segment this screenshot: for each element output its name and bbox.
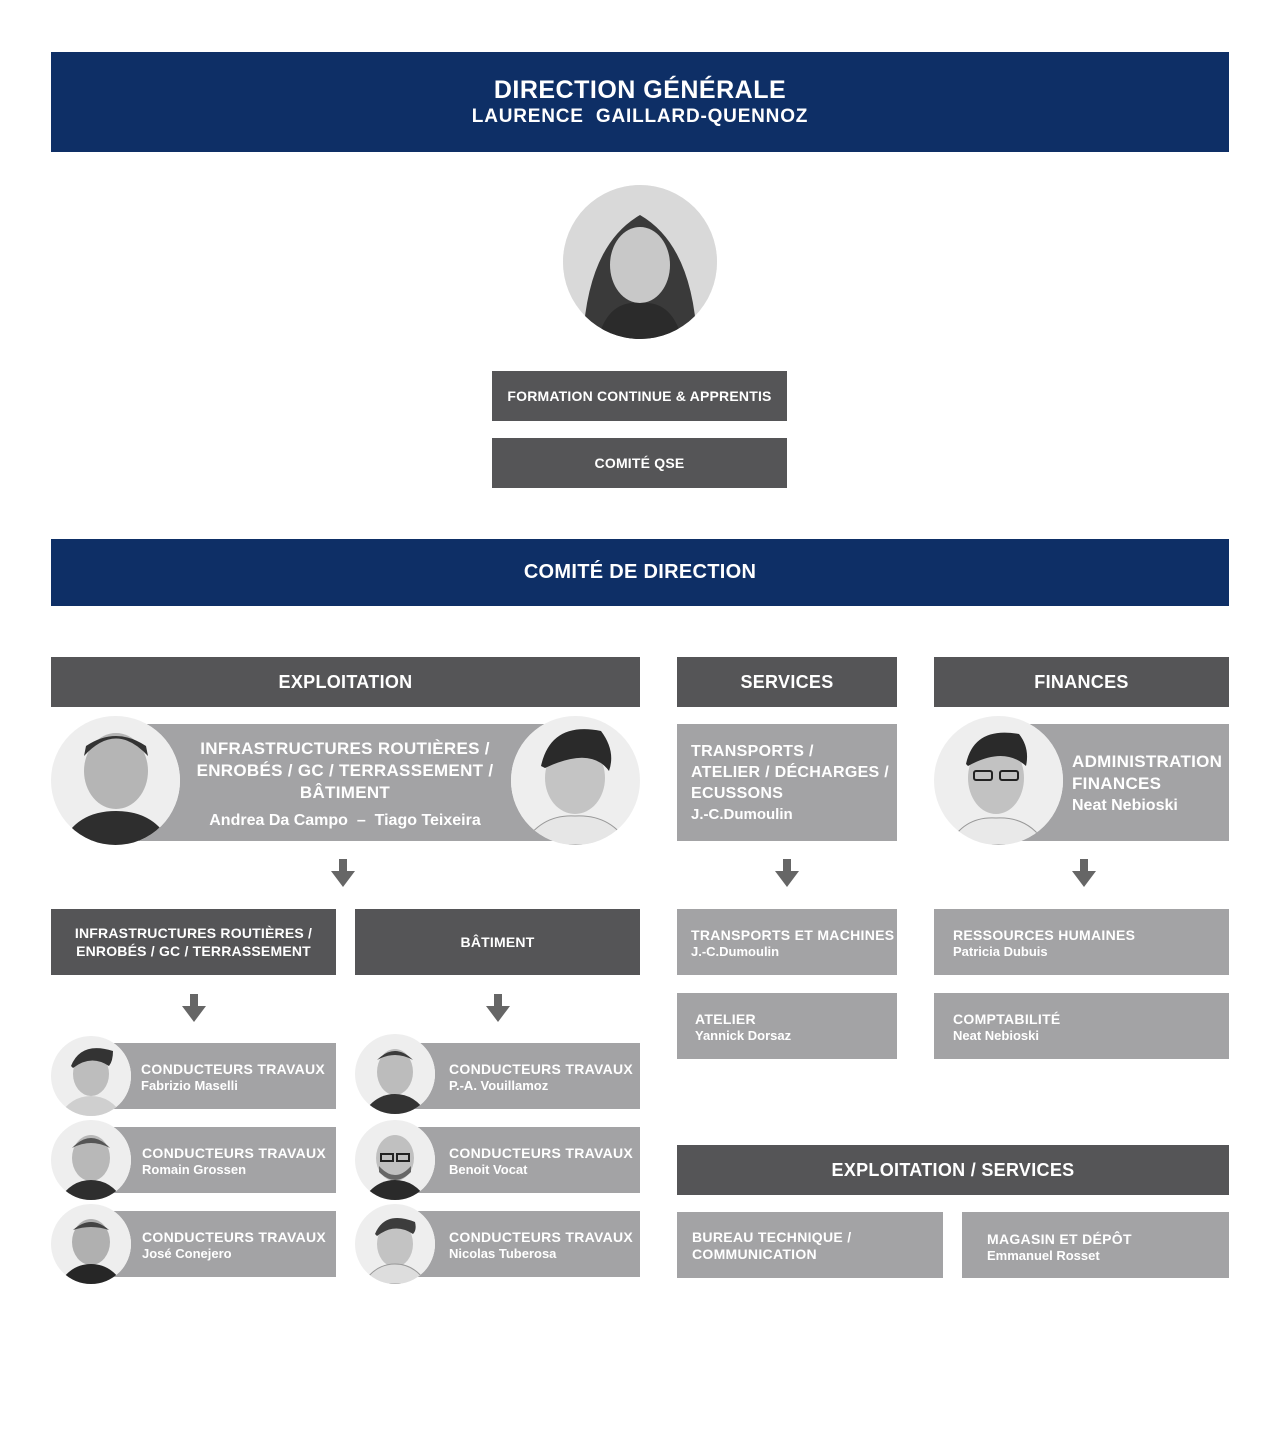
- exploitation-lead-text: [180, 736, 510, 836]
- bureau-technique-line1: BUREAU TECHNIQUE /: [692, 1229, 852, 1245]
- conducteur-benoit-text: [449, 1145, 633, 1178]
- avatar-andrea-da-campo: [51, 716, 180, 845]
- comite-direction-banner: [51, 539, 1229, 606]
- bureau-technique-line2: COMMUNICATION: [692, 1246, 817, 1262]
- finances-header-label: FINANCES: [1034, 671, 1129, 692]
- avatar-pa-vouillamoz: [355, 1034, 435, 1114]
- magasin-depot-name: Emmanuel Rosset: [987, 1248, 1100, 1263]
- exploitation-header: [51, 657, 640, 707]
- conducteur-title: CONDUCTEURS TRAVAUX: [449, 1061, 634, 1077]
- conducteur-name: Fabrizio Maselli: [141, 1078, 238, 1093]
- conducteur-nicolas-text: [449, 1229, 633, 1262]
- conducteur-title: CONDUCTEURS TRAVAUX: [142, 1229, 327, 1245]
- conducteur-pa-text: [449, 1061, 633, 1094]
- conducteur-title: CONDUCTEURS TRAVAUX: [449, 1229, 634, 1245]
- avatar-fabrizio-maselli: [51, 1036, 131, 1116]
- sub-infra-line1: INFRASTRUCTURES ROUTIÈRES /: [74, 925, 313, 941]
- sub-infra-line2: ENROBÉS / GC / TERRASSEMENT: [76, 943, 311, 959]
- finances-unit-comptabilite-name: Neat Nebioski: [953, 1028, 1039, 1043]
- exploitation-lead-names: Andrea Da Campo – Tiago Teixeira: [209, 812, 481, 829]
- arrow-down-icon: [486, 994, 510, 1022]
- conducteur-name: P.-A. Vouillamoz: [449, 1078, 549, 1093]
- avatar-tiago-teixeira: [511, 716, 640, 845]
- conducteur-name: Romain Grossen: [142, 1162, 247, 1177]
- exploitation-lead-line2: ENROBÉS / GC / TERRASSEMENT /: [196, 761, 494, 780]
- conducteur-title: CONDUCTEURS TRAVAUX: [141, 1061, 326, 1077]
- comite-direction-title: COMITÉ DE DIRECTION: [523, 561, 757, 583]
- conducteur-title: CONDUCTEURS TRAVAUX: [449, 1145, 634, 1161]
- finances-unit-rh-text: [953, 927, 1135, 960]
- conducteur-name: José Conejero: [142, 1246, 232, 1261]
- arrow-down-icon: [775, 859, 799, 887]
- exploitation-lead-line3: BÂTIMENT: [299, 783, 391, 802]
- finances-header: [934, 657, 1229, 707]
- conducteur-title: CONDUCTEURS TRAVAUX: [142, 1145, 327, 1161]
- exploitation-services-header-label: EXPLOITATION / SERVICES: [831, 1159, 1075, 1180]
- conducteur-fabrizio-text: [141, 1061, 325, 1094]
- conducteur-jose-text: [142, 1229, 326, 1262]
- avatar-romain-grossen: [51, 1120, 131, 1200]
- arrow-down-icon: [182, 994, 206, 1022]
- services-unit-transports-text: [691, 927, 894, 960]
- conducteur-name: Nicolas Tuberosa: [449, 1246, 557, 1261]
- finances-unit-rh-name: Patricia Dubuis: [953, 944, 1048, 959]
- avatar-neat-nebioski: [934, 716, 1063, 845]
- unit-magasin-depot-text: [987, 1231, 1132, 1264]
- exploitation-header-label: EXPLOITATION: [278, 671, 413, 692]
- formation-continue-box: [492, 371, 787, 421]
- services-lead-name: J.-C.Dumoulin: [691, 806, 793, 823]
- finances-lead-text: [1072, 751, 1228, 816]
- ceo-portrait: [563, 185, 717, 339]
- direction-generale-name: LAURENCE GAILLARD-QUENNOZ: [471, 106, 809, 127]
- services-lead-line2: ATELIER / DÉCHARGES /: [691, 764, 890, 781]
- exploitation-services-header: [677, 1145, 1229, 1195]
- arrow-down-icon: [331, 859, 355, 887]
- avatar-benoit-vocat: [355, 1120, 435, 1200]
- exploitation-sub-batiment: [355, 909, 640, 975]
- conducteur-romain-text: [142, 1145, 326, 1178]
- conducteur-name: Benoit Vocat: [449, 1162, 528, 1177]
- services-unit-atelier-name: Yannick Dorsaz: [695, 1028, 792, 1043]
- direction-generale-banner: [51, 52, 1229, 152]
- services-lead-text: [691, 741, 896, 825]
- avatar-nicolas-tuberosa: [355, 1204, 435, 1284]
- finances-lead-line1: ADMINISTRATION: [1072, 752, 1223, 771]
- formation-continue-label: FORMATION CONTINUE & APPRENTIS: [507, 388, 772, 404]
- exploitation-sub-infrastructures: [51, 909, 336, 975]
- arrow-down-icon: [1072, 859, 1096, 887]
- finances-unit-comptabilite-text: [953, 1011, 1061, 1044]
- comite-qse-box: [492, 438, 787, 488]
- services-lead-line3: ECUSSONS: [691, 785, 784, 802]
- magasin-depot-title: MAGASIN ET DÉPÔT: [987, 1231, 1132, 1247]
- sub-batiment-label: BÂTIMENT: [460, 934, 535, 950]
- services-unit-atelier-text: [695, 1011, 791, 1044]
- exploitation-lead-line1: INFRASTRUCTURES ROUTIÈRES /: [200, 739, 490, 758]
- direction-generale-title: DIRECTION GÉNÉRALE: [493, 76, 787, 104]
- services-lead-line1: TRANSPORTS /: [691, 743, 814, 760]
- finances-lead-name: Neat Nebioski: [1072, 797, 1178, 814]
- services-unit-transports-title: TRANSPORTS ET MACHINES: [691, 927, 895, 943]
- finances-lead-line2: FINANCES: [1072, 774, 1162, 793]
- finances-unit-comptabilite-title: COMPTABILITÉ: [953, 1011, 1061, 1027]
- services-header: [677, 657, 897, 707]
- services-unit-atelier-title: ATELIER: [695, 1011, 756, 1027]
- unit-bureau-technique-text: [692, 1229, 851, 1263]
- comite-qse-label: COMITÉ QSE: [594, 455, 685, 471]
- services-header-label: SERVICES: [740, 671, 834, 692]
- services-unit-transports-name: J.-C.Dumoulin: [691, 944, 780, 959]
- finances-unit-rh-title: RESSOURCES HUMAINES: [953, 927, 1136, 943]
- avatar-jose-conejero: [51, 1204, 131, 1284]
